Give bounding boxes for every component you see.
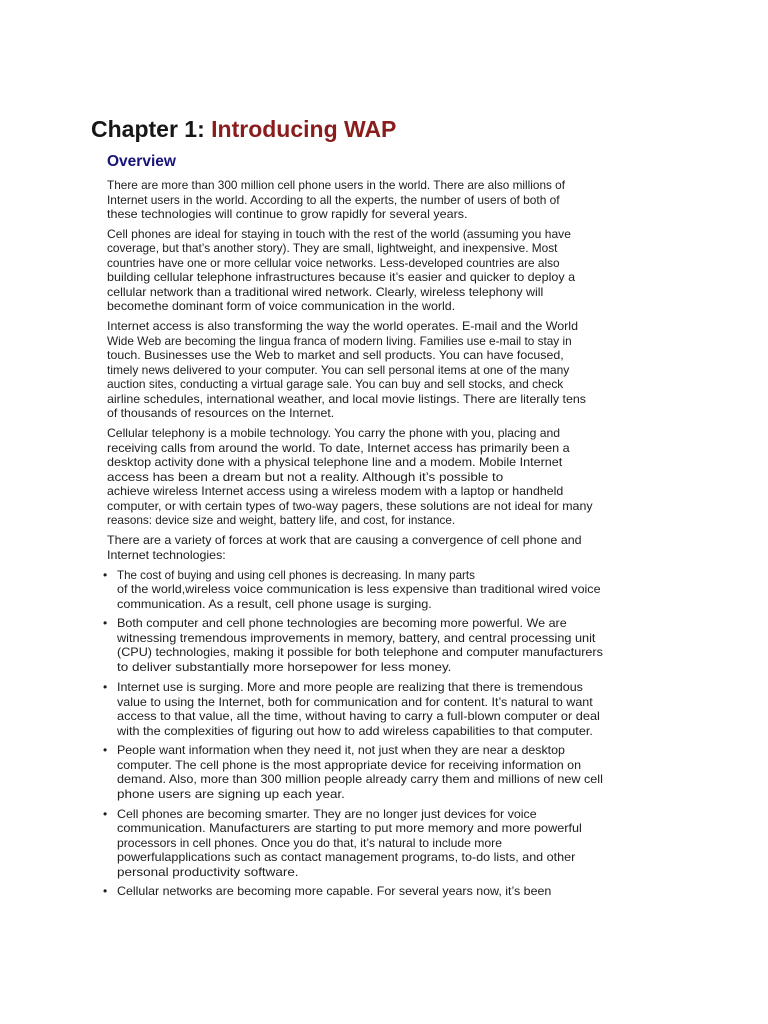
text-line: demand. Also, more than 300 million people already carry them and millions of new cell	[117, 772, 603, 786]
text-line: receiving calls from around the world. To date, Internet access has primarily been a	[107, 441, 570, 455]
text-line: processors in cell phones. Once you do that, it’s natural to include more	[117, 836, 502, 850]
text-line: Cell phones are ideal for staying in touch with the rest of the world (assuming you have	[107, 227, 571, 241]
text-line: becomethe dominant form of voice communication in the world.	[107, 299, 456, 313]
text-line: of the world,wireless voice communication is less expensive than traditional wired voice	[117, 582, 601, 596]
bullet-marker: •	[103, 616, 108, 630]
bullet-marker: •	[103, 743, 108, 757]
text-line: airline schedules, international weather, and local movie listings. There are literally tens	[107, 392, 587, 406]
text-line: Cellular telephony is a mobile technology. You carry the phone with you, placing and	[107, 426, 561, 440]
text-line: Internet use is surging. More and more people are realizing that there is tremendous	[117, 680, 583, 694]
text-line: timely news delivered to your computer. You can sell personal items at one of the many	[107, 363, 570, 377]
bullet-marker: •	[103, 807, 108, 821]
text-line: computer. The cell phone is the most appropriate device for receiving information on	[117, 758, 582, 772]
text-line: Internet access is also transforming the way the world operates. E-mail and the World	[107, 319, 578, 333]
text-line: desktop activity done with a physical telephone line and a modem. Mobile Internet	[107, 455, 563, 469]
text-line: communication. Manufacturers are starting to put more memory and more powerful	[117, 821, 582, 835]
text-line: Internet technologies:	[107, 548, 226, 562]
text-line: computer, or with certain types of two-way pagers, these solutions are not ideal for many	[107, 499, 593, 513]
chapter-title	[91, 114, 651, 144]
text-line: Wide Web are becoming the lingua franca of modern living. Families use e-mail to stay in	[107, 334, 572, 348]
text-line: achieve wireless Internet access using a wireless modem with a laptop or handheld	[107, 484, 564, 498]
text-line: (CPU) technologies, making it possible for both telephone and computer manufacturers	[117, 645, 603, 659]
text-line: to deliver substantially more horsepower for less money.	[117, 660, 452, 674]
text-line: of thousands of resources on the Internet.	[107, 406, 335, 420]
text-line: Internet users in the world. According to all the experts, the number of users of both of	[107, 193, 560, 207]
text-line: these technologies will continue to grow rapidly for several years.	[107, 207, 468, 221]
bullet-marker: •	[103, 680, 108, 694]
text-line: Cell phones are becoming smarter. They are no longer just devices for voice	[117, 807, 537, 821]
section-heading: Overview	[107, 153, 176, 170]
chapter-number: Chapter 1:	[91, 116, 212, 142]
text-line: Both computer and cell phone technologies are becoming more powerful. We are	[117, 616, 567, 630]
text-line: The cost of buying and using cell phones is decreasing. In many parts	[117, 568, 475, 582]
text-line: People want information when they need it, not just when they are near a desktop	[117, 743, 565, 757]
text-line: There are a variety of forces at work that are causing a convergence of cell phone and	[107, 533, 582, 547]
bullet-marker: •	[103, 884, 108, 898]
text-line: Cellular networks are becoming more capable. For several years now, it’s been	[117, 884, 552, 898]
text-line: coverage, but that’s another story). They are small, lightweight, and inexpensive. Most	[107, 241, 558, 255]
text-line: powerfulapplications such as contact management programs, to-do lists, and other	[117, 850, 576, 864]
text-line: value to using the Internet, both for communication and for content. It’s natural to want	[117, 695, 593, 709]
text-line: with the complexities of figuring out how to add wireless capabilities to that computer.	[117, 724, 593, 738]
text-line: building cellular telephone infrastructures because it’s easier and quicker to deploy a	[107, 270, 576, 284]
text-line: communication. As a result, cell phone usage is surging.	[117, 597, 432, 611]
text-line: personal productivity software.	[117, 865, 299, 879]
text-line: There are more than 300 million cell phone users in the world. There are also millions of	[107, 178, 566, 192]
text-line: access has been a dream but not a reality. Although it’s possible to	[107, 470, 504, 484]
text-line: cellular network than a traditional wired network. Clearly, wireless telephony will	[107, 285, 544, 299]
text-line: countries have one or more cellular voice networks. Less-developed countries are also	[107, 256, 560, 270]
bullet-marker: •	[103, 568, 108, 582]
text-line: auction sites, conducting a virtual garage sale. You can buy and sell stocks, and check	[107, 377, 564, 391]
text-line: witnessing tremendous improvements in memory, battery, and central processing unit	[117, 631, 596, 645]
chapter-name: Introducing WAP	[211, 116, 397, 142]
text-line: reasons: device size and weight, battery life, and cost, for instance.	[107, 513, 456, 527]
text-line: access to that value, all the time, without having to carry a full-blown computer or deal	[117, 709, 600, 723]
text-line: touch. Businesses use the Web to market and sell products. You can have focused,	[107, 348, 564, 362]
text-line: phone users are signing up each year.	[117, 787, 345, 801]
